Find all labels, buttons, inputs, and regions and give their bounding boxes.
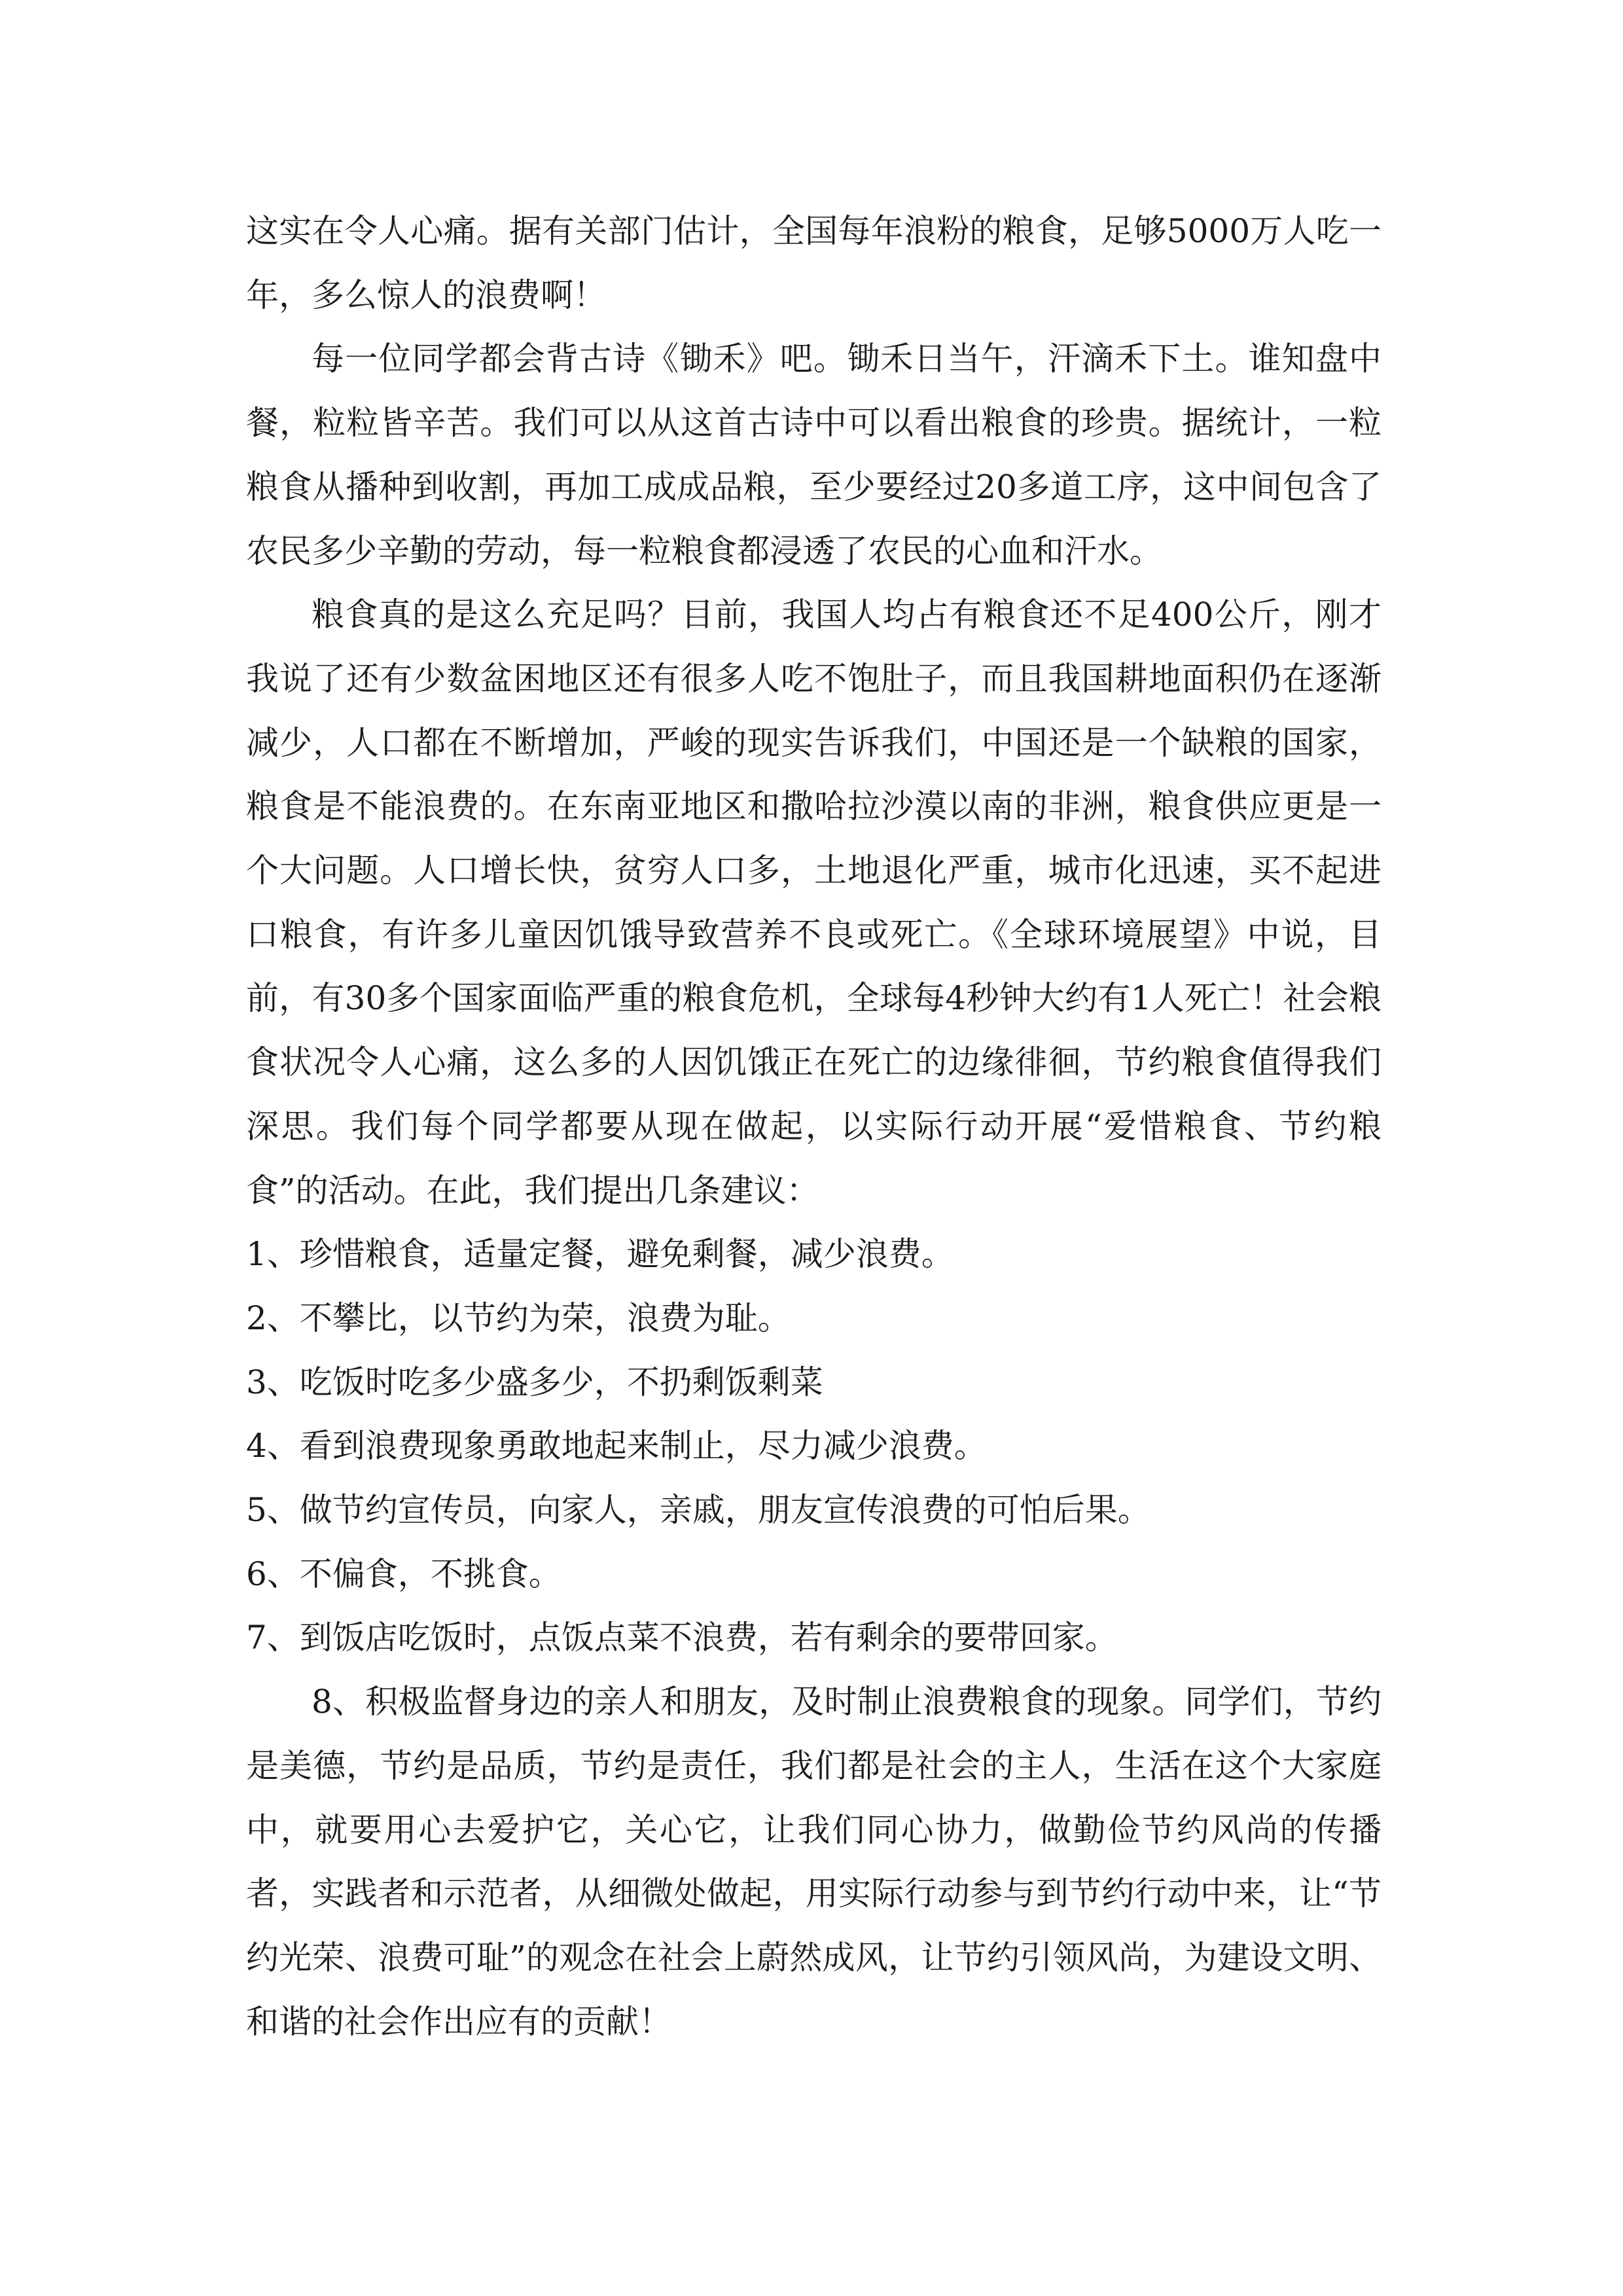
suggestion-item-3: 3、吃饭时吃多少盛多少，不扔剩饭剩菜	[246, 1363, 823, 1401]
document-body	[246, 200, 1382, 2054]
suggestion-item-2: 2、不攀比，以节约为荣，浪费为耻。	[246, 1299, 791, 1337]
suggestion-item-8-closing: 8、积极监督身边的亲人和朋友，及时制止浪费粮食的现象。同学们，节约是美德，节约是品质，节约是责任，我们都是社会的主人，生活在这个大家庭中，就要用心去爱护它，关心它，让我们同心协力，做勤俭节约风尚的传播者，实践者和示范者，从细微处做起，用实际行动参与到节约行动中来，让“节约光荣、浪费可耻”的观念在社会上蔚然成风，让节约引领风尚，为建设文明、和谐的社会作出应有的贡献！	[246, 1683, 1382, 2041]
paragraph-food-supply: 粮食真的是这么充足吗？目前，我国人均占有粮食还不足400公斤，刚才我说了还有少数盆困地区还有很多人吃不饱肚子，而且我国耕地面积仍在逐渐减少，人口都在不断增加，严峻的现实告诉我们，中国还是一个缺粮的国家，粮食是不能浪费的。在东南亚地区和撒哈拉沙漠以南的非洲，粮食供应更是一个大问题。人口增长快，贫穷人口多，土地退化严重，城市化迅速，买不起进口粮食，有许多儿童因饥饿导致营养不良或死亡。《全球环境展望》中说，目前，有30多个国家面临严重的粮食危机，全球每4秒钟大约有1人死亡！社会粮食状况令人心痛，这么多的人因饥饿正在死亡的边缘徘徊，节约粮食值得我们深思。我们每个同学都要从现在做起，以实际行动开展“爱惜粮食、节约粮食”的活动。在此，我们提出几条建议：	[246, 596, 1382, 1210]
suggestion-item-5: 5、做节约宣传员，向家人，亲戚，朋友宣传浪费的可怕后果。	[246, 1491, 1150, 1530]
paragraph-intro: 这实在令人心痛。据有关部门估计，全国每年浪粉的粮食，足够5000万人吃一年，多么惊人的浪费啊！	[246, 212, 1382, 314]
suggestion-item-7: 7、到饭店吃饭时，点饭点菜不浪费，若有剩余的要带回家。	[246, 1619, 1118, 1657]
paragraph-poem: 每一位同学都会背古诗《锄禾》吧。锄禾日当午，汗滴禾下土。谁知盘中餐，粒粒皆辛苦。我们可以从这首古诗中可以看出粮食的珍贵。据统计，一粒粮食从播种到收割，再加工成成品粮，至少要经过20多道工序，这中间包含了农民多少辛勤的劳动，每一粒粮食都浸透了农民的心血和汗水。	[246, 340, 1382, 570]
suggestion-item-4: 4、看到浪费现象勇敢地起来制止，尽力减少浪费。	[246, 1427, 987, 1465]
suggestion-item-6: 6、不偏食，不挑食。	[246, 1554, 562, 1593]
suggestion-item-1: 1、珍惜粮食，适量定餐，避免剩餐，减少浪费。	[246, 1235, 954, 1274]
